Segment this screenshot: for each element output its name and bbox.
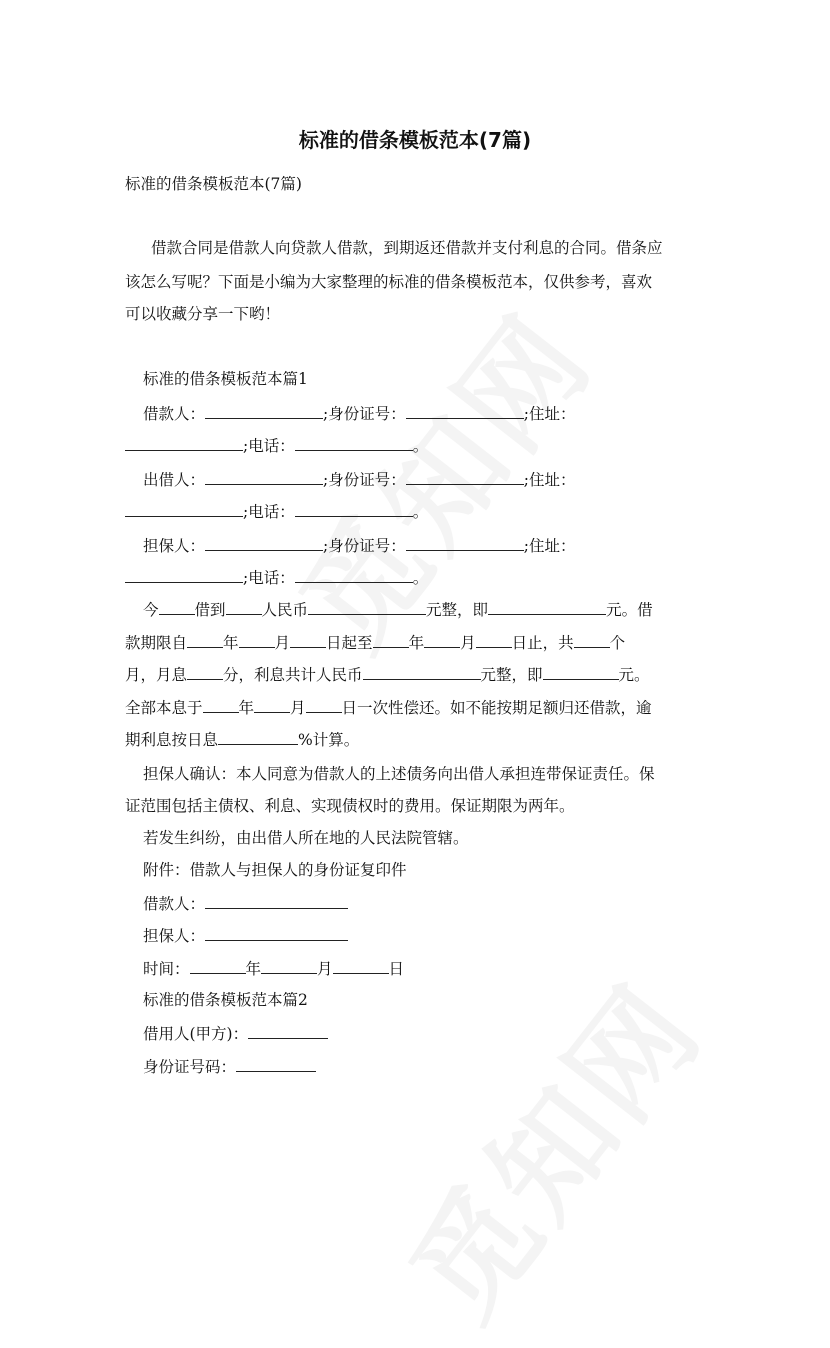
repay-text: 月 [290, 699, 306, 717]
time-text: 日 [388, 960, 405, 978]
guarantee-line-1: 担保人确认：本人同意为借款人的上述债务向出借人承担连带保证责任。保 [143, 765, 655, 783]
rate-text: 元。 [618, 666, 650, 684]
term-text: 款期限自 [125, 634, 188, 652]
guarantor-row-2 [125, 567, 428, 588]
sign-borrower-blank[interactable] [205, 893, 348, 909]
id-label: ;身份证号： [323, 537, 406, 555]
end-month-blank[interactable] [424, 632, 460, 648]
lender-row-2 [125, 501, 428, 522]
id-label: ;身份证号： [323, 471, 406, 489]
lender-id-blank[interactable] [406, 469, 524, 485]
time-year-blank[interactable] [190, 958, 246, 974]
watermark [365, 944, 733, 1348]
address-label: ;住址： [523, 537, 576, 555]
subtitle: 标准的借条模板范本(7篇) [125, 175, 302, 193]
lender-label: 出借人： [143, 471, 206, 489]
time-text: 月 [317, 960, 333, 978]
sign-borrower-row [143, 893, 348, 914]
phone-label: ;电话： [243, 503, 295, 521]
guarantor-row [143, 535, 575, 556]
borrower-row [143, 403, 575, 424]
dispute-line: 若发生纠纷，由出借人所在地的人民法院管辖。 [143, 829, 469, 847]
repay-month-blank[interactable] [254, 697, 290, 713]
intro-line-2: 该怎么写呢？下面是小编为大家整理的标准的借条模板范本，仅供参考，喜欢 [125, 273, 653, 291]
loan-line-4 [125, 697, 652, 718]
id-number-row [143, 1056, 316, 1077]
guarantor-address-blank[interactable] [125, 567, 243, 583]
lender-name-blank[interactable] [205, 469, 323, 485]
term-text: 个 [609, 634, 626, 652]
loan-line-3 [125, 664, 650, 685]
guarantor-id-blank[interactable] [406, 535, 524, 551]
end-mark: 。 [412, 503, 429, 521]
intro-line-1: 借款合同是借款人向贷款人借款，到期返还借款并支付利息的合同。借条应 [151, 239, 663, 257]
time-month-blank[interactable] [261, 958, 317, 974]
end-mark: 。 [412, 437, 429, 455]
start-year-blank[interactable] [187, 632, 223, 648]
amount-digits-blank[interactable] [488, 599, 606, 615]
term-text: 年 [223, 634, 239, 652]
time-day-blank[interactable] [333, 958, 389, 974]
guarantor-phone-blank[interactable] [295, 567, 413, 583]
end-mark: 。 [412, 569, 429, 587]
borrower-address-blank[interactable] [125, 435, 243, 451]
borrower-row-2 [125, 435, 428, 456]
address-label: ;住址： [523, 405, 576, 423]
date-blank[interactable] [159, 599, 195, 615]
lender-phone-blank[interactable] [295, 501, 413, 517]
loan-line-2 [125, 632, 625, 653]
time-label: 时间： [143, 960, 190, 978]
overdue-text: 期利息按日息 [125, 731, 219, 749]
term-text: 日起至 [326, 634, 373, 652]
borrower-party-label: 借用人(甲方)： [143, 1025, 249, 1043]
end-day-blank[interactable] [476, 632, 512, 648]
amount-words-blank[interactable] [308, 599, 426, 615]
start-day-blank[interactable] [290, 632, 326, 648]
phone-label: ;电话： [243, 569, 295, 587]
repay-year-blank[interactable] [203, 697, 239, 713]
loan-text: 今 [143, 601, 159, 619]
time-text: 年 [245, 960, 262, 978]
borrower-phone-blank[interactable] [295, 435, 413, 451]
rate-text: 元整，即 [480, 666, 543, 684]
id-label: ;身份证号： [323, 405, 406, 423]
term-text: 日止，共 [511, 634, 574, 652]
lender-address-blank[interactable] [125, 501, 243, 517]
borrower-party-blank[interactable] [248, 1023, 328, 1039]
loan-text: 借到 [194, 601, 226, 619]
repay-text: 全部本息于 [125, 699, 203, 717]
sign-guarantor-label: 担保人： [143, 927, 206, 945]
sign-guarantor-row [143, 925, 348, 946]
borrower-party-row [143, 1023, 328, 1044]
loan-text: 元整，即 [426, 601, 489, 619]
borrower-name-blank[interactable] [205, 403, 323, 419]
repay-text: 日一次性偿还。如不能按期足额归还借款，逾 [341, 699, 652, 717]
rate-text: 分，利息共计人民币 [223, 666, 363, 684]
loan-line-1 [143, 599, 653, 620]
loan-text: 元。借 [606, 601, 653, 619]
borrower-id-blank[interactable] [406, 403, 524, 419]
borrower-label: 借款人： [143, 405, 206, 423]
address-label: ;住址： [523, 471, 576, 489]
end-year-blank[interactable] [373, 632, 409, 648]
repay-text: 年 [238, 699, 255, 717]
loan-text: 人民币 [261, 601, 309, 619]
lender-row [143, 469, 575, 490]
sign-guarantor-blank[interactable] [205, 925, 348, 941]
guarantor-name-blank[interactable] [205, 535, 323, 551]
interest-words-blank[interactable] [363, 664, 481, 680]
lender-blank[interactable] [226, 599, 262, 615]
guarantee-line-2: 证范围包括主债权、利息、实现债权时的费用。保证期限为两年。 [125, 797, 575, 815]
section-heading-2: 标准的借条模板范本篇2 [143, 991, 308, 1009]
loan-line-5 [125, 729, 359, 750]
months-blank[interactable] [574, 632, 610, 648]
term-text: 年 [408, 634, 425, 652]
id-number-blank[interactable] [236, 1056, 316, 1072]
intro-line-3: 可以收藏分享一下哟！ [125, 305, 281, 323]
start-month-blank[interactable] [239, 632, 275, 648]
attachment-line: 附件：借款人与担保人的身份证复印件 [143, 861, 407, 879]
repay-day-blank[interactable] [306, 697, 342, 713]
interest-digits-blank[interactable] [543, 664, 619, 680]
daily-rate-blank[interactable] [218, 729, 298, 745]
time-row [143, 958, 404, 979]
overdue-text: %计算。 [298, 731, 360, 749]
page-title: 标准的借条模板范本(7篇) [298, 128, 532, 152]
guarantor-label: 担保人： [143, 537, 206, 555]
section-heading: 标准的借条模板范本篇1 [143, 370, 308, 388]
term-text: 月 [274, 634, 291, 652]
term-text: 月 [460, 634, 476, 652]
sign-borrower-label: 借款人： [143, 895, 206, 913]
id-number-label: 身份证号码： [143, 1058, 237, 1076]
monthly-rate-blank[interactable] [187, 664, 223, 680]
rate-text: 月，月息 [125, 666, 188, 684]
phone-label: ;电话： [243, 437, 295, 455]
